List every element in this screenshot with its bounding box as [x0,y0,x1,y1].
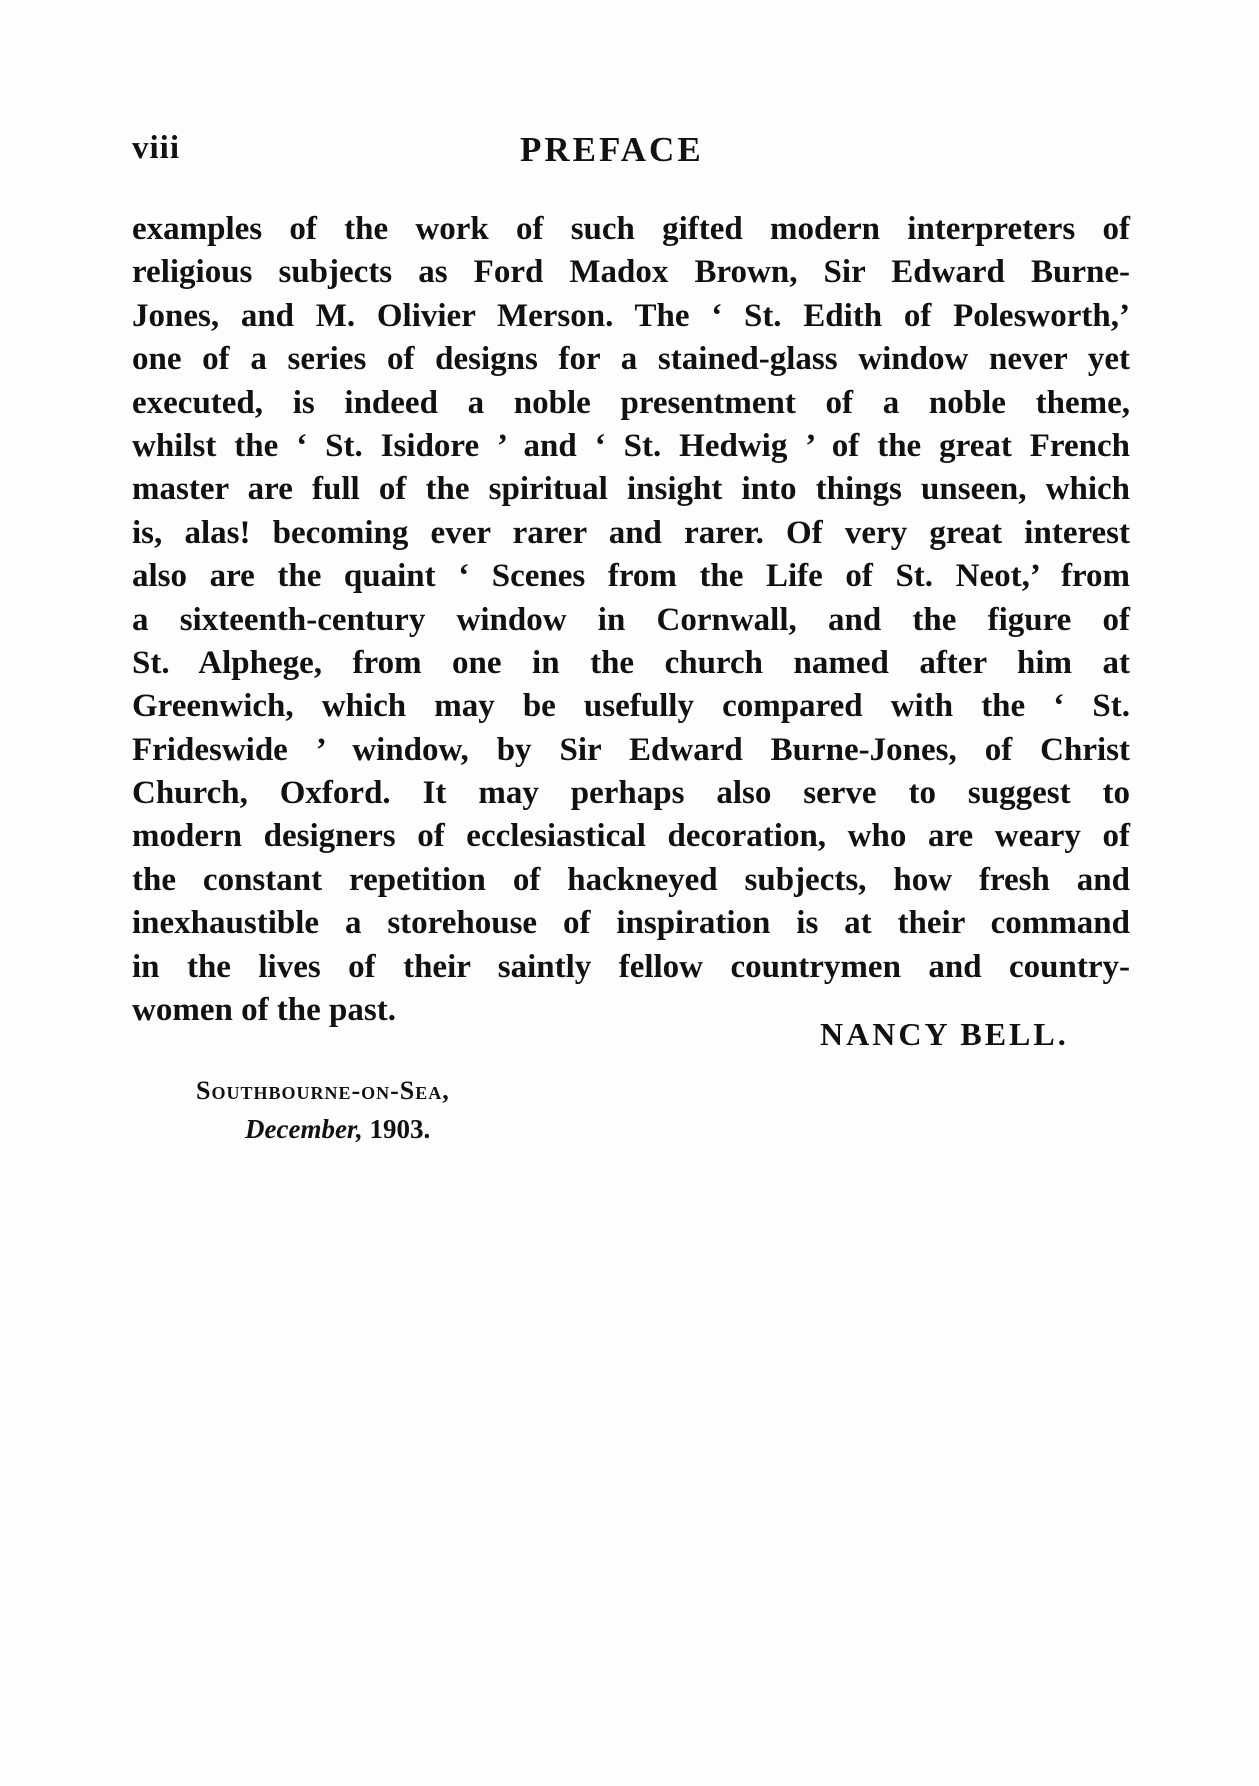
date-line [245,1114,430,1145]
text-line: women of the past. [132,992,396,1029]
text-line: Greenwich, which may be usefully compared with the ‘ St. [132,688,1130,725]
text-line: one of a series of designs for a stained-glass window never yet [132,341,1130,378]
running-head [132,130,1132,180]
text-line: also are the quaint ‘ Scenes from the Life of St. Neot,’ from [132,558,1130,595]
place-line: Southbourne-on-Sea, [196,1076,450,1105]
date-year: 1903. [369,1114,431,1144]
author-signature: NANCY BELL. [820,1016,1069,1052]
text-line: St. Alphege, from one in the church named after him at [132,644,1130,681]
preface-body [132,208,1130,1032]
text-line: is, alas! becoming ever rarer and rarer. Of very great interest [132,514,1130,551]
text-line: examples of the work of such gifted modern interpreters of [132,211,1130,247]
text-line: inexhaustible a storehouse of inspiration is at their command [132,905,1130,942]
text-line: Frideswide ’ window, by Sir Edward Burne-Jones, of Christ [132,731,1130,768]
text-line: executed, is indeed a noble presentment of a noble theme, [132,384,1130,421]
page-number: viii [132,130,181,166]
running-title: PREFACE [520,130,704,169]
text-line: religious subjects as Ford Madox Brown, Sir Edward Burne- [132,254,1130,291]
text-line: Church, Oxford. It may perhaps also serve to suggest to [132,775,1130,812]
text-line: the constant repetition of hackneyed subjects, how fresh and [132,861,1130,898]
text-line: in the lives of their saintly fellow countrymen and country- [132,948,1130,985]
date-month: December, [245,1114,363,1144]
text-line: Jones, and M. Olivier Merson. The ‘ St. Edith of Polesworth,’ [132,297,1130,334]
text-line: modern designers of ecclesiastical decoration, who are weary of [132,818,1130,855]
text-line: a sixteenth-century window in Cornwall, and the figure of [132,601,1130,638]
text-line: whilst the ‘ St. Isidore ’ and ‘ St. Hedwig ’ of the great French [132,427,1130,464]
text-line: master are full of the spiritual insight into things unseen, which [132,471,1130,508]
